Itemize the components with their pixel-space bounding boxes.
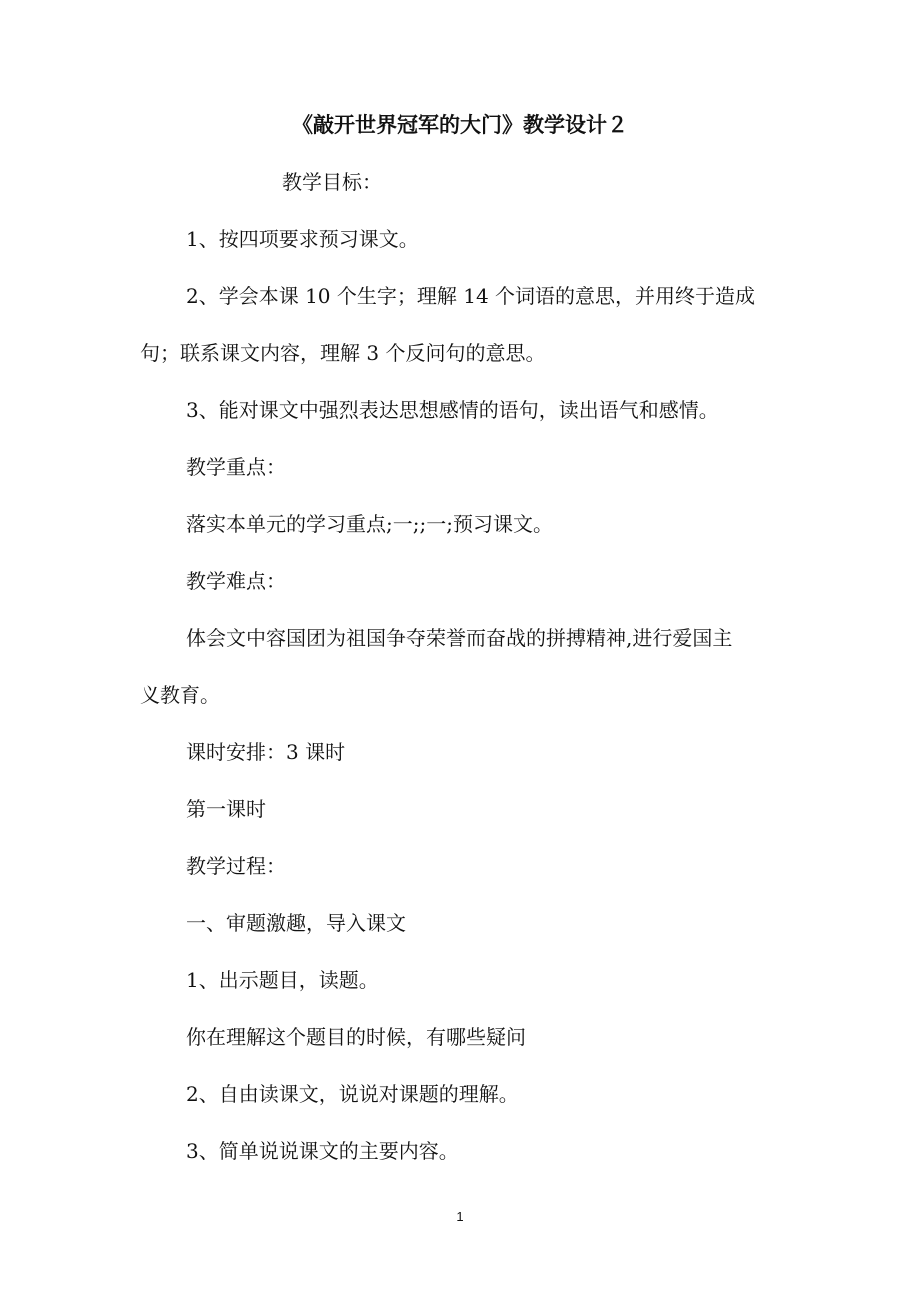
- goal-item-2: 2、学会本课 10 个生字；理解 14 个词语的意思，并用终于造成: [186, 284, 756, 308]
- key-points-text: 落实本单元的学习重点;一;;一;预习课文。: [186, 512, 553, 536]
- process-item-3: 3、简单说说课文的主要内容。: [186, 1139, 459, 1163]
- section-heading-goals: 教学目标：: [282, 170, 382, 194]
- goal-item-2-continued: 句；联系课文内容，理解 3 个反问句的意思。: [140, 341, 546, 365]
- process-item-1: 1、出示题目，读题。: [186, 968, 379, 992]
- process-question: 你在理解这个题目的时候，有哪些疑问: [186, 1025, 526, 1049]
- section-heading-process: 教学过程：: [186, 854, 286, 878]
- page-number: 1: [456, 1209, 464, 1224]
- section-heading-difficulty: 教学难点：: [186, 569, 286, 593]
- document-title: 《敲开世界冠军的大门》教学设计２: [292, 112, 628, 137]
- difficulty-text: 体会文中容国团为祖国争夺荣誉而奋战的拼搏精神,进行爱国主: [186, 626, 733, 650]
- goal-item-3: 3、能对课文中强烈表达思想感情的语句，读出语气和感情。: [186, 398, 719, 422]
- process-item-2: 2、自由读课文，说说对课题的理解。: [186, 1082, 519, 1106]
- section-heading-key-points: 教学重点：: [186, 455, 286, 479]
- difficulty-text-continued: 义教育。: [140, 683, 220, 707]
- goal-item-1: 1、按四项要求预习课文。: [186, 227, 419, 251]
- process-step-1: 一、审题激趣，导入课文: [186, 911, 406, 935]
- schedule-text: 课时安排：3 课时: [186, 740, 346, 764]
- lesson-heading: 第一课时: [186, 797, 266, 821]
